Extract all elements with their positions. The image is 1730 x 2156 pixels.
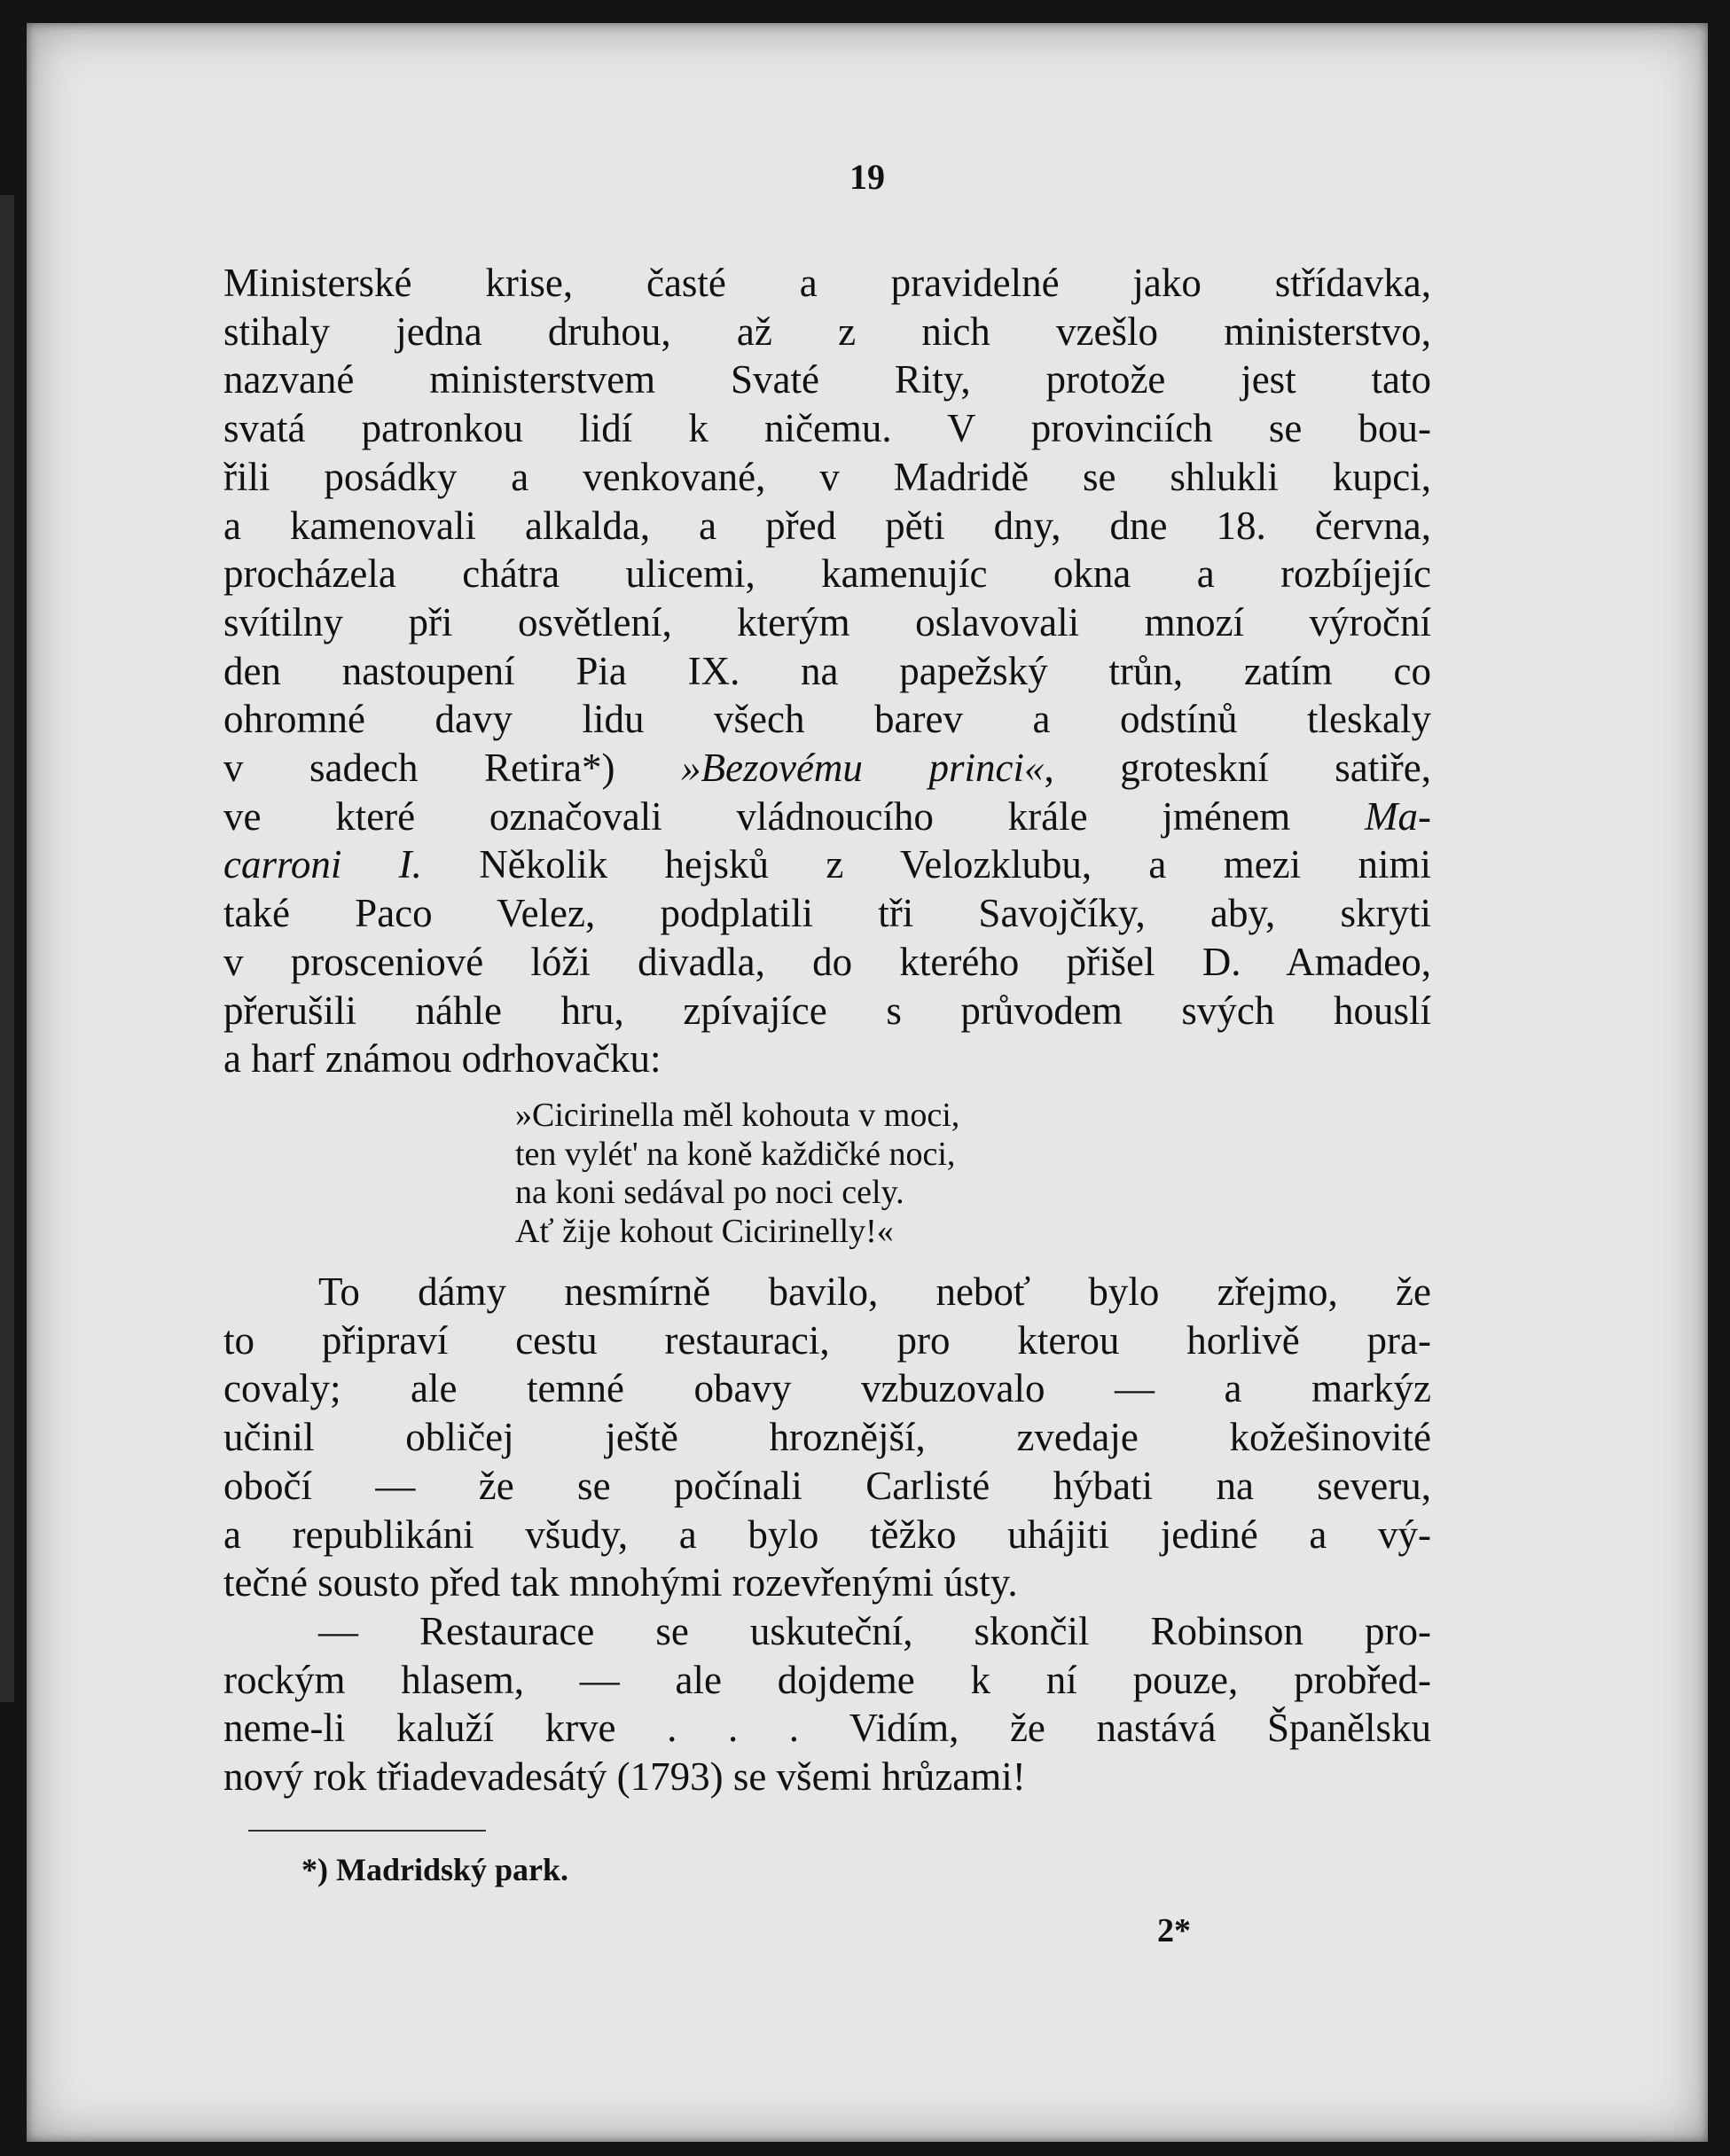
text-line: a republikáni všudy, a bylo těžko uhájiti jediné a vý-: [223, 1512, 1431, 1557]
text-line-with-italic: [223, 840, 1431, 889]
verse-line: ten vylét' na koně každičké noci,: [515, 1135, 956, 1173]
text-line: přerušili náhle hru, zpívajíce s průvodem svých houslí: [223, 988, 1431, 1033]
text-line: ohromné davy lidu všech barev a odstínů tleskaly: [223, 697, 1431, 742]
text-line-with-italic: [223, 793, 1431, 841]
page-number: [27, 156, 1708, 198]
binding-edge: [0, 195, 14, 1702]
text-line: neme-li kaluží krve . . . Vidím, že nastává Španělsku: [223, 1706, 1431, 1751]
book-page: [27, 23, 1708, 2142]
text-line: rockým hlasem, — ale dojdeme k ní pouze, probřed-: [223, 1657, 1431, 1702]
text-segment: Několik hejsků z Velozklubu, a mezi nimi: [479, 842, 1431, 887]
text-line: učinil obličej ještě hroznější, zvedaje kožešinovité: [223, 1415, 1431, 1460]
verse-line: »Cicirinella měl kohouta v moci,: [515, 1097, 960, 1134]
text-line: — Restaurace se uskuteční, skončil Robinson pro-: [318, 1608, 1431, 1653]
paragraph-2-and-3: [223, 1268, 1431, 1801]
text-line-with-italic: [223, 744, 1431, 793]
text-segment: v sadech Retira*): [223, 746, 615, 791]
verse-line: na koni sedával po noci cely.: [515, 1174, 904, 1211]
text-line: řili posádky a venkované, v Madridě se shlukli kupci,: [223, 454, 1431, 499]
footnote: *) Madridský park.: [301, 1852, 569, 1887]
text-line: covaly; ale temné obavy vzbuzovalo — a markýz: [223, 1366, 1431, 1411]
text-line: nazvané ministerstvem Svaté Rity, protože jest tato: [223, 357, 1431, 402]
text-line: a kamenovali alkalda, a před pěti dny, dne 18. června,: [223, 503, 1431, 548]
italic-name: Ma-: [1365, 793, 1431, 839]
text-line: procházela chátra ulicemi, kamenujíc okna a rozbíjejíc: [223, 551, 1431, 597]
text-line: svítilny při osvětlení, kterým oslavovali mnozí výroční: [223, 599, 1431, 644]
text-line: Ministerské krise, časté a pravidelné jako střídavka,: [223, 261, 1431, 305]
text-line: v prosceniové lóži divadla, do kterého přišel D. Amadeo,: [223, 939, 1431, 984]
text-line: a harf známou odrhovačku:: [223, 1036, 661, 1082]
printer-signature: 2*: [1157, 1912, 1191, 1949]
text-line: nový rok třiadevadesátý (1793) se všemi hrůzami!: [223, 1754, 1026, 1800]
paragraph-1: [223, 259, 1431, 1083]
footnote-divider: [248, 1830, 486, 1832]
text-segment: , groteskní satiře,: [1044, 746, 1431, 791]
text-line: stihaly jedna druhou, až z nich vzešlo ministerstvo,: [223, 309, 1431, 354]
text-line: to připraví cestu restauraci, pro kterou horlivě pra-: [223, 1317, 1431, 1363]
text-line: tečné sousto před tak mnohými rozevřenými ústy.: [223, 1560, 1018, 1605]
text-segment: ve které označovali vládnoucího krále jménem: [223, 793, 1291, 839]
italic-name: carroni I.: [223, 842, 422, 887]
verse-block: [515, 1097, 959, 1251]
verse-line: Ať žije kohout Cicirinelly!«: [515, 1212, 894, 1250]
text-line: To dámy nesmírně bavilo, neboť bylo zřejmo, že: [318, 1269, 1431, 1314]
text-line: svatá patronkou lidí k ničemu. V provinciích se bou-: [223, 406, 1431, 451]
page-number-text: 19: [849, 157, 885, 197]
text-line: také Paco Velez, podplatili tři Savojčíky, aby, skryti: [223, 891, 1431, 936]
italic-title: »Bezovému princi«: [681, 746, 1045, 791]
text-line: den nastoupení Pia IX. na papežský trůn, zatím co: [223, 648, 1431, 693]
text-line: obočí — že se počínali Carlisté hýbati na severu,: [223, 1463, 1431, 1508]
